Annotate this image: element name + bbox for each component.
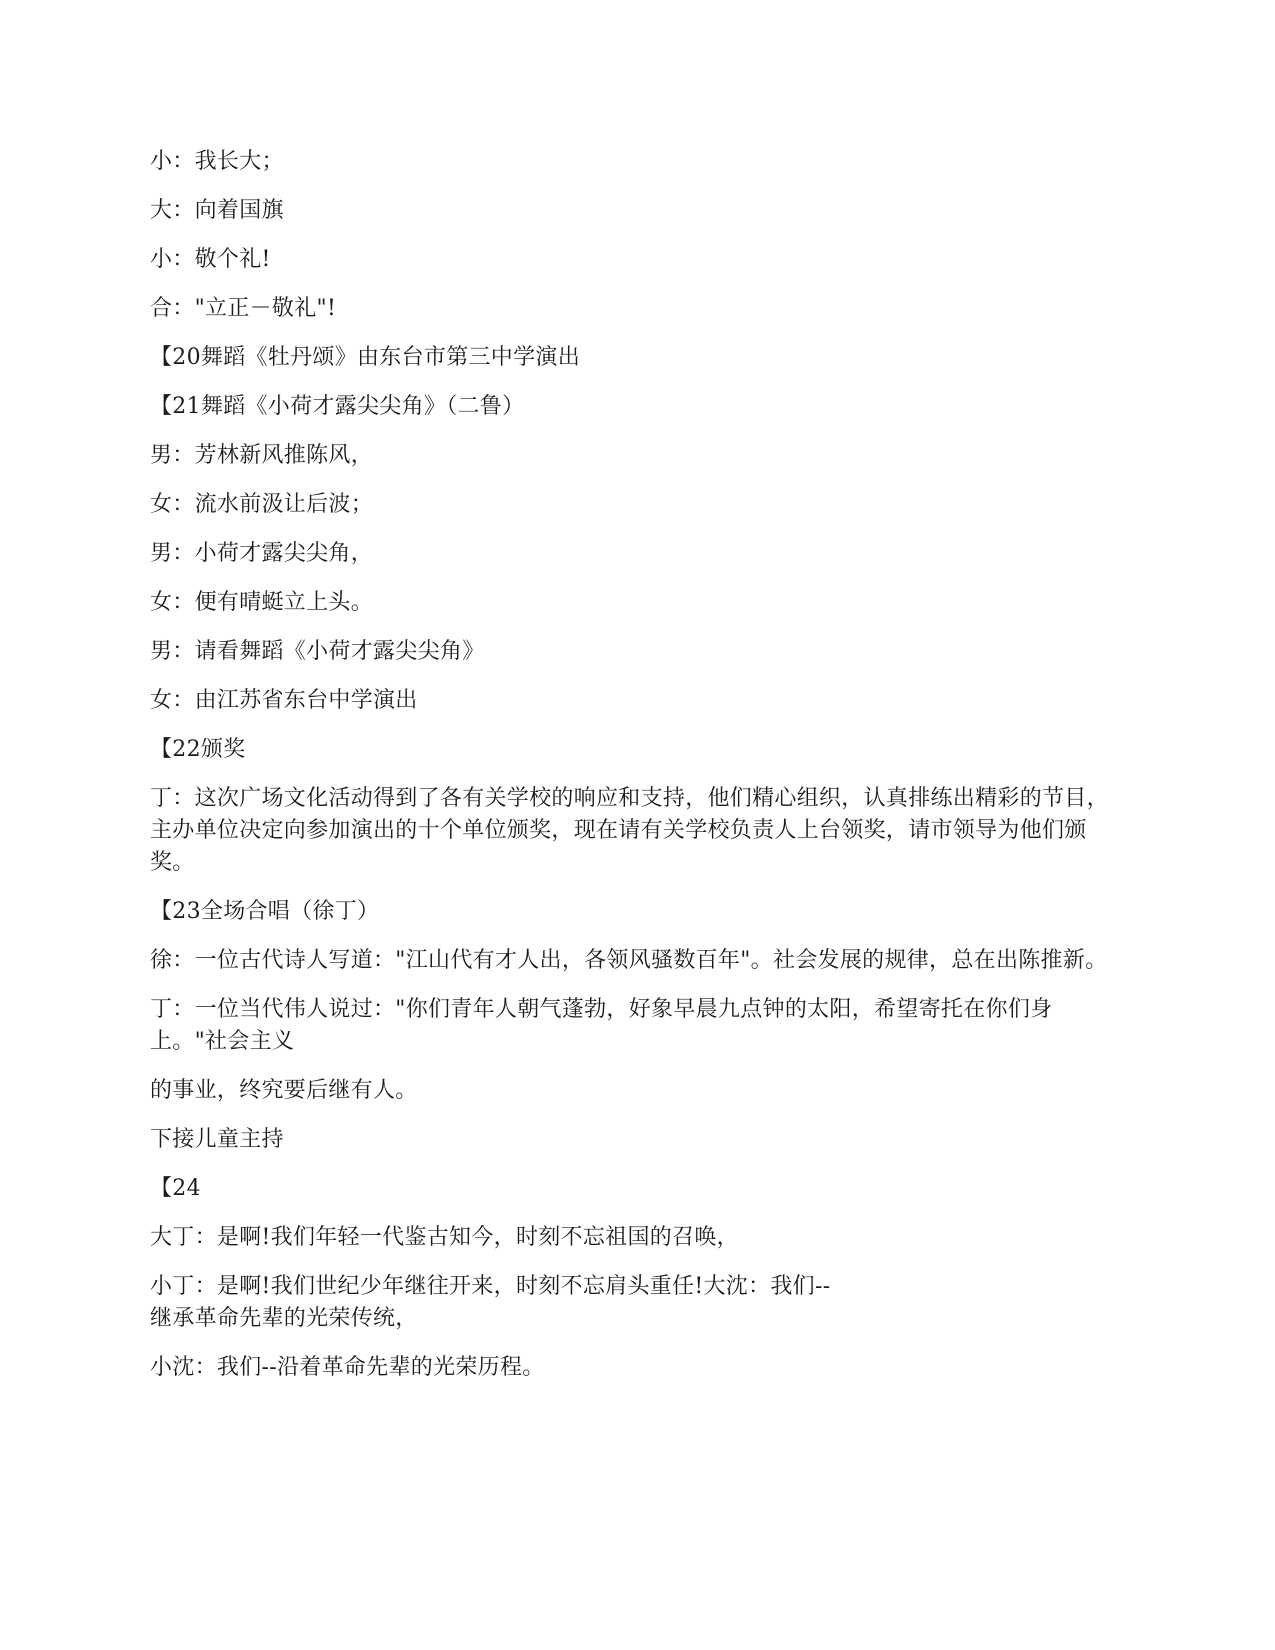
- section-heading: 【20舞蹈《牡丹颂》由东台市第三中学演出: [150, 345, 580, 370]
- document-body: [150, 146, 1120, 1401]
- paragraph: 小丁：是啊!我们世纪少年继往开来，时刻不忘肩头重任!大沈：我们-- 继承革命先辈的光荣传统，: [150, 1274, 831, 1331]
- paragraph: 小：敬个礼!: [150, 247, 271, 272]
- paragraph: 男：请看舞蹈《小荷才露尖尖角》: [150, 639, 485, 664]
- paragraph: 丁：这次广场文化活动得到了各有关学校的响应和支持，他们精心组织，认真排练出精彩的节目，主办单位决定向参加演出的十个单位颁奖，现在请有关学校负责人上台领奖，请市领导为他们颁奖。: [150, 786, 1109, 875]
- section-heading: 【21舞蹈《小荷才露尖尖角》（二鲁）: [150, 394, 525, 419]
- paragraph: 女：由江苏省东台中学演出: [150, 688, 418, 713]
- paragraph: 大：向着国旗: [150, 198, 284, 223]
- paragraph: 丁：一位当代伟人说过："你们青年人朝气蓬勃，好象早晨九点钟的太阳，希望寄托在你们身上。"社会主义: [150, 997, 1053, 1054]
- section-heading: 【24: [150, 1176, 201, 1201]
- paragraph: 徐：一位古代诗人写道："江山代有才人出，各领风骚数百年"。社会发展的规律，总在出陈推新。: [150, 948, 1108, 973]
- paragraph: 男：小荷才露尖尖角，: [150, 541, 374, 566]
- paragraph: 小：我长大；: [150, 149, 284, 174]
- paragraph: 的事业，终究要后继有人。: [150, 1078, 418, 1103]
- paragraph: 大丁：是啊!我们年轻一代鉴古知今，时刻不忘祖国的召唤，: [150, 1225, 739, 1250]
- paragraph: 下接儿童主持: [150, 1127, 284, 1152]
- section-heading: 【23全场合唱（徐丁）: [150, 899, 380, 924]
- paragraph: 女：流水前汲让后波；: [150, 492, 374, 517]
- paragraph: 男：芳林新风推陈风，: [150, 443, 374, 468]
- paragraph: 小沈：我们--沿着革命先辈的光荣历程。: [150, 1355, 545, 1380]
- paragraph: 合："立正－敬礼"!: [150, 296, 337, 321]
- section-heading: 【22颁奖: [150, 737, 246, 762]
- paragraph: 女：便有晴蜓立上头。: [150, 590, 374, 615]
